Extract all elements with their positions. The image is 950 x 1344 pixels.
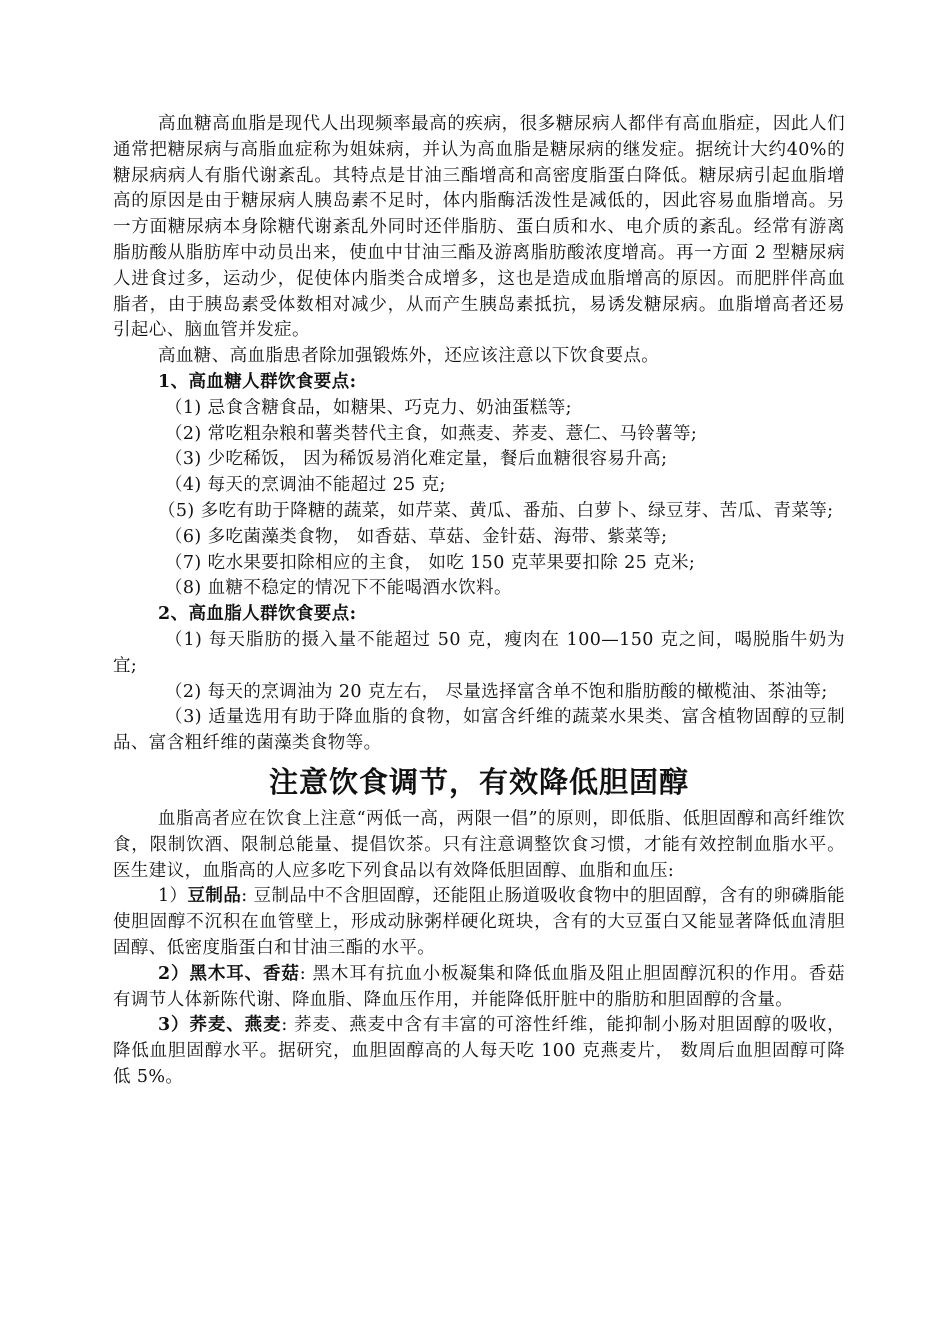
intro-paragraph-1: 高血糖高血脂是现代人出现频率最高的疾病，很多糖尿病人都伴有高血脂症，因此人们通常把糖尿病与高脂血症称为姐妹病，并认为高血脂是糖尿病的继发症。据统计大约40%的糖尿病病人有脂代谢紊乱。其特点是甘油三酯增高和高密度脂蛋白降低。糖尿病引起血脂增高的原因是由于糖尿病人胰岛素不足时，体内脂酶活泼性是减低的，因此容易血脂增高。另一方面糖尿病本身除糖代谢紊乱外同时还伴脂肪、蛋白质和水、电介质的紊乱。经常有游离脂肪酸从脂肪库中动员出来，使血中甘油三酯及游离脂肪酸浓度增高。再一方面 2 型糖尿病人进食过多，运动少，促使体内脂类合成增多，这也是造成血脂增高的原因。而肥胖伴高血脂者，由于胰岛素受体数相对减少，从而产生胰岛素抵抗，易诱发糖尿病。血脂增高者还易引起心、脑血管并发症。 [113, 114, 845, 341]
food-item-1 [113, 884, 845, 961]
section1-item-6: （6) 多吃菌藻类食物， 如香菇、草菇、金针菇、海带、紫菜等; [165, 526, 668, 547]
food-item-3-text: : 荞麦、燕麦中含有丰富的可溶性纤维，能抑制小肠对胆固醇的吸收，降低血胆固醇水平。据研究，血胆固醇高的人每天吃 100 克燕麦片， 数周后血胆固醇可降低 5%。 [113, 1015, 845, 1087]
section1-item-8: （8) 血糖不稳定的情况下不能喝酒水饮料。 [165, 578, 512, 599]
food-item-3-name: 荞麦、燕麦 [189, 1015, 282, 1036]
document-page [113, 112, 845, 1091]
section1-item-7: （7) 吃水果要扣除相应的主食， 如吃 150 克苹果要扣除 25 克米; [165, 552, 696, 573]
section1-item-4: （4) 每天的烹调油不能超过 25 克; [165, 475, 446, 496]
section1-item-1: （1) 忌食含糖食品，如糖果、巧克力、奶油蛋糕等; [165, 397, 572, 418]
section2-heading: 2、高血脂人群饮食要点: [158, 604, 357, 625]
section2-item-3: （3) 适量选用有助于降血脂的食物，如富含纤维的蔬菜水果类、富含植物固醇的豆制品、富含粗纤维的菌藻类食物等。 [113, 707, 845, 754]
food-item-3 [113, 1013, 845, 1090]
section2-item-2: （2) 每天的烹调油为 20 克左右， 尽量选择富含单不饱和脂肪酸的橄榄油、茶油等; [165, 681, 828, 702]
intro-paragraph-2: 高血糖、高血脂患者除加强锻炼外，还应该注意以下饮食要点。 [158, 346, 660, 367]
food-item-2-text: : 黑木耳有抗血小板凝集和降低血脂及阻止胆固醇沉积的作用。香菇有调节人体新陈代谢、降血脂、降血压作用，并能降低肝脏中的脂肪和胆固醇的含量。 [113, 963, 845, 1010]
article-title: 注意饮食调节，有效降低胆固醇 [268, 764, 689, 799]
food-item-2-name: 黑木耳、香菇 [189, 963, 300, 984]
food-item-1-name: 豆制品 [187, 886, 242, 907]
section1-item-5: （5) 多吃有助于降糖的蔬菜，如芹菜、黄瓜、番茄、白萝卜、绿豆芽、苦瓜、青菜等; [158, 500, 834, 521]
section1-heading: 1、高血糖人群饮食要点: [158, 371, 357, 392]
article-intro: 血脂高者应在饮食上注意“两低一高，两限一倡”的原则，即低脂、低胆固醇和高纤维饮食，限制饮酒、限制总能量、提倡饮茶。只有注意调整饮食习惯，才能有效控制血脂水平。医生建议，血脂高的人应多吃下列食品以有效降低胆固醇、血脂和血压: [113, 808, 845, 881]
food-item-1-num: 1） [158, 886, 188, 907]
section1-item-2: （2) 常吃粗杂粮和薯类替代主食，如燕麦、荞麦、薏仁、马铃薯等; [165, 423, 698, 444]
section2-item-1: （1) 每天脂肪的摄入量不能超过 50 克，瘦肉在 100—150 克之间，喝脱脂牛奶为宜; [113, 629, 845, 676]
food-item-1-text: : 豆制品中不含胆固醇，还能阻止肠道吸收食物中的胆固醇，含有的卵磷脂能使胆固醇不沉积在血管壁上，形成动脉粥样硬化斑块，含有的大豆蛋白又能显著降低血清胆固醇、低密度脂蛋白和甘油三酯的水平。 [113, 886, 845, 958]
food-item-2 [113, 962, 845, 1014]
section1-item-3: （3) 少吃稀饭， 因为稀饭易消化难定量，餐后血糖很容易升高; [165, 449, 668, 470]
food-item-3-num: 3） [158, 1015, 190, 1036]
food-item-2-num: 2） [158, 963, 190, 984]
